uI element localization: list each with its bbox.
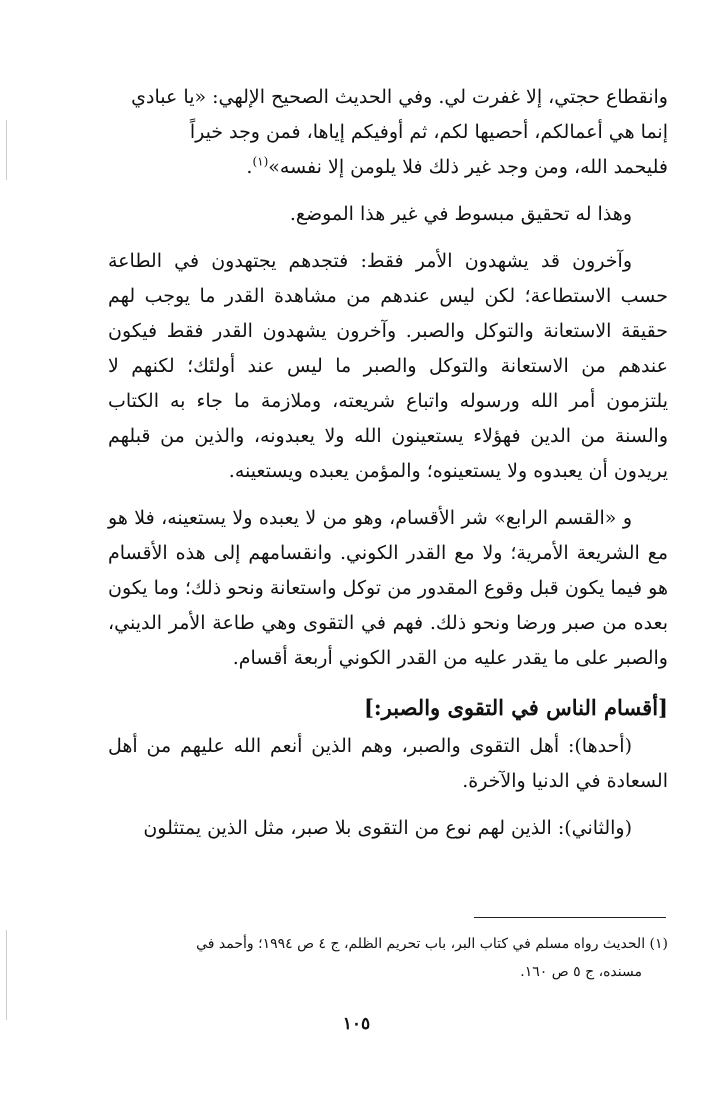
footnote-reference: (١) [252,154,269,169]
paragraph-1-period: . [246,156,253,178]
paragraph-2: وهذا له تحقيق مبسوط في غير هذا الموضع. [289,203,632,225]
scan-edge-mark [6,930,7,1020]
paragraph-1 [108,80,668,185]
footnote-line-1: (١) الحديث رواه مسلم في كتاب البر، باب تحريم الظلم، ج ٤ ص ١٩٩٤؛ وأحمد في [196,936,668,952]
paragraph-1-line-3: فليحمد الله، ومن وجد غير ذلك فلا يلومن إلا نفسه» [268,156,668,178]
paragraph-1-line-2: إنما هي أعمالكم، أحصيها لكم، ثم أوفيكم إياها، فمن وجد خيراً [189,121,668,143]
footnote-line-2: مسنده، ج ٥ ص ١٦٠. [520,964,642,980]
scan-edge-mark [6,120,7,180]
section-heading: [أقسام الناس في التقوى والصبر:] [363,695,668,720]
paragraph-4: و «القسم الرابع» شر الأقسام، وهو من لا يعبده ولا يستعينه، فلا هو مع الشريعة الأمرية؛ ولا مع القدر الكوني. وانقسامهم إلى هذه الأقسام هو فيما يكون قبل وقوع المقدور من توكل واستعانة ونحو ذلك؛ وما يكون بعده من صبر ورضا ونحو ذلك. فهم في التقوى وهي طاعة الأمر الديني، والصبر على ما يقدر عليه من القدر الكوني أربعة أقسام. [108,507,668,669]
page-number: ١٠٥ [342,1014,371,1034]
footnote-separator [474,917,666,918]
paragraph-5: (أحدها): أهل التقوى والصبر، وهم الذين أنعم الله عليهم من أهل السعادة في الدنيا والآخرة. [108,735,668,792]
paragraph-3: وآخرون قد يشهدون الأمر فقط: فتجدهم يجتهدون في الطاعة حسب الاستطاعة؛ لكن ليس عندهم من مشاهدة القدر ما يوجب لهم حقيقة الاستعانة والتوكل والصبر. وآخرون يشهدون القدر فقط فيكون عندهم من الاستعانة والتوكل والصبر ما ليس عند أولئك؛ لكنهم لا يلتزمون أمر الله ورسوله واتباع شريعته، وملازمة ما جاء به الكتاب والسنة من الدين فهؤلاء يستعينون الله ولا يعبدونه، والذين من قبلهم يريدون أن يعبدوه ولا يستعينوه؛ والمؤمن يعبده ويستعينه. [108,250,668,482]
main-text [108,80,668,846]
paragraph-6: (والثاني): الذين لهم نوع من التقوى بلا صبر، مثل الذين يمتثلون [143,817,632,839]
paragraph-1-line-1: وانقطاع حجتي، إلا غفرت لي. وفي الحديث الصحيح الإلهي: «يا عبادي [131,86,668,108]
footnote [108,930,668,986]
